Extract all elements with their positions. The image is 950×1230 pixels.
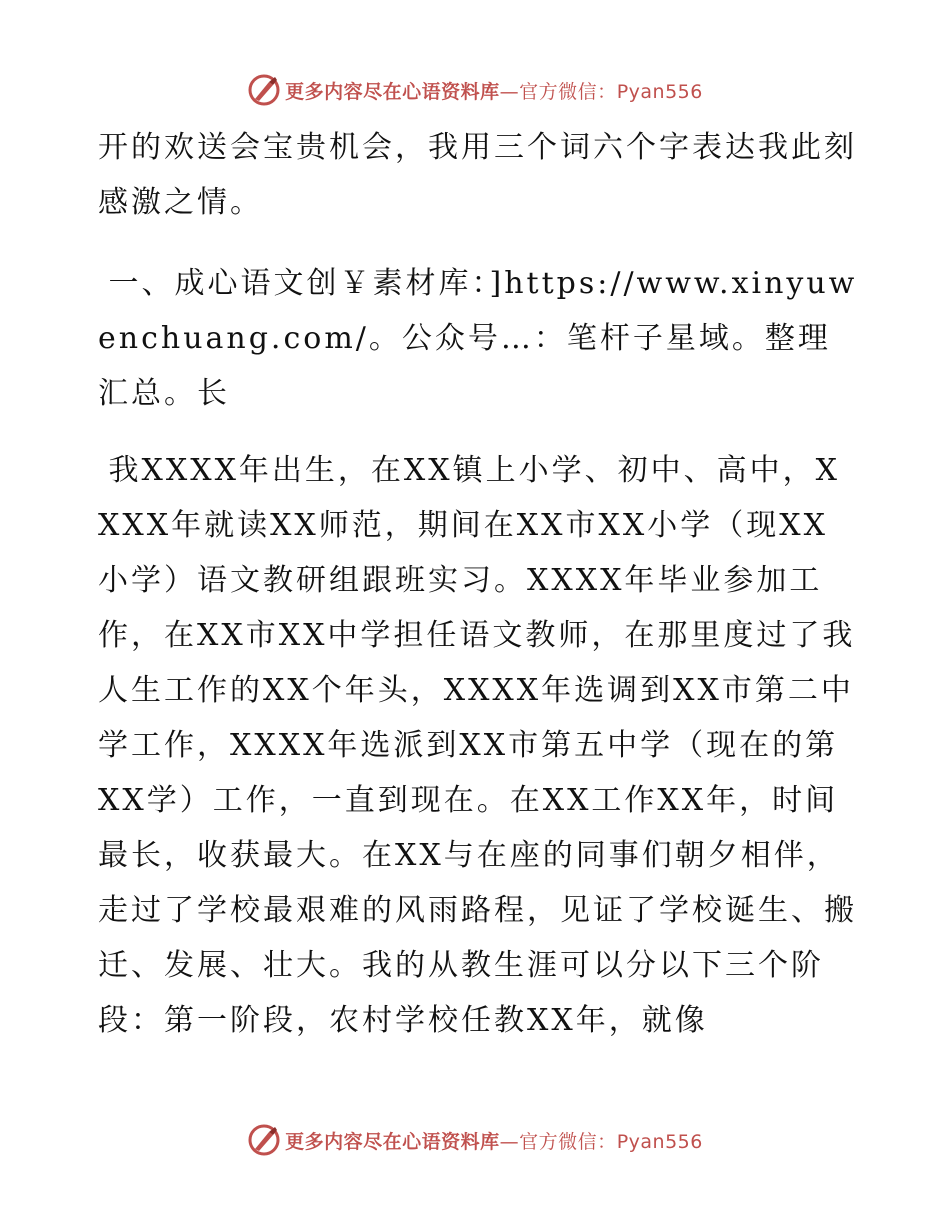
paragraph-2: 一、成心语文创￥素材库：]https://www.xinyuwenchuang.com/。公众号…：笔杆子星域。整理汇总。长 [98,266,858,411]
quill-seal-icon [247,73,281,107]
watermark-wechat-label: 官方微信： [519,80,617,103]
watermark-wechat-id: Pyan556 [616,80,703,103]
watermark-text [285,1127,703,1154]
watermark-wechat-id: Pyan556 [616,1130,703,1153]
watermark-dash: — [499,1130,520,1153]
footer-watermark-banner [0,1120,950,1160]
watermark-wechat-label: 官方微信： [519,1130,617,1153]
watermark-brand: 更多内容尽在心语资料库 [285,80,500,103]
header-watermark-banner [0,70,950,110]
paragraph-3: 我XXXX年出生，在XX镇上小学、初中、高中，XXXX年就读XX师范，期间在XX市XX小学（现XX小学）语文教研组跟班实习。XXXX年毕业参加工作，在XX市XX中学担任语文教师，在那里度过了我人生工作的XX个年头，XXXX年选调到XX市第二中学工作，XXXX年选派到XX市第五中学（现在的第XX学）工作，一直到现在。在XX工作XX年，时间最长，收获最大。在XX与在座的同事们朝夕相伴，走过了学校最艰难的风雨路程，见证了学校诞生、搬迁、发展、壮大。我的从教生涯可以分以下三个阶段：第一阶段，农村学校任教XX年，就像 [98,453,857,1038]
document-body [98,120,858,1048]
watermark-text [285,77,703,104]
watermark-brand: 更多内容尽在心语资料库 [285,1130,500,1153]
quill-seal-icon [247,1123,281,1157]
paragraph-1: 开的欢送会宝贵机会，我用三个词六个字表达我此刻感激之情。 [98,130,857,220]
watermark-dash: — [499,80,520,103]
